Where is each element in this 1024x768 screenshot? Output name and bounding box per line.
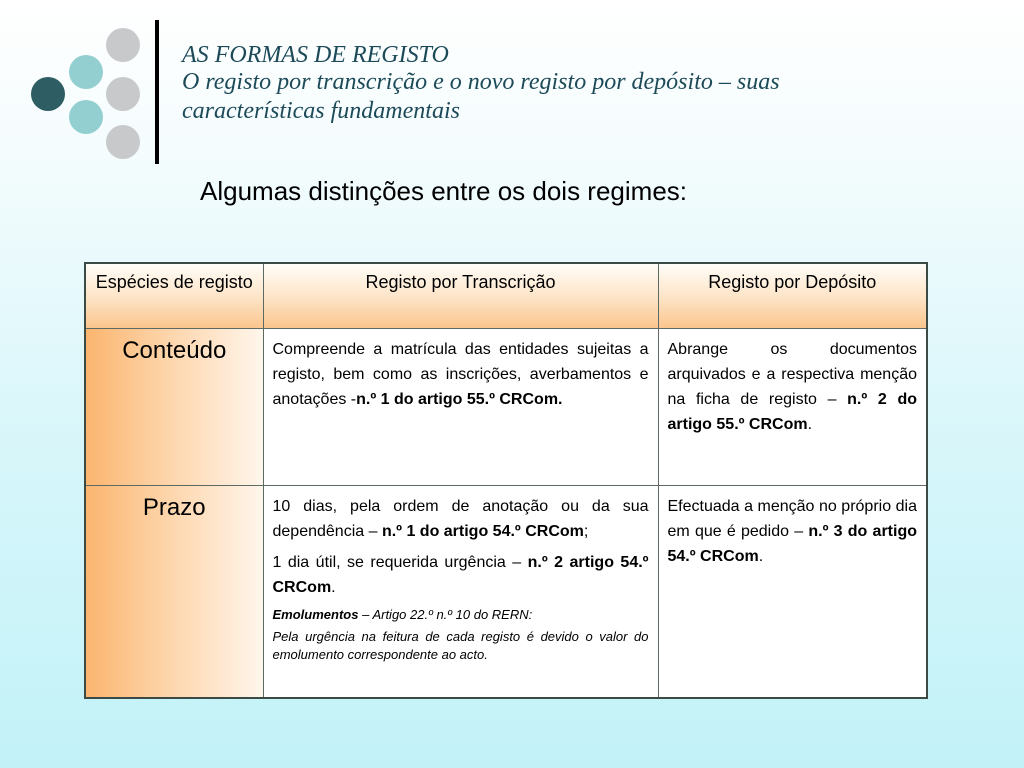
note-label: Emolumentos [272, 607, 359, 622]
decor-dot-teal [69, 55, 103, 89]
row-label-prazo: Prazo [85, 486, 263, 699]
decor-dot-gray [106, 125, 140, 159]
cell-legal-ref: n.º 3 do artigo 54.º CRCom [667, 523, 917, 565]
comparison-table [84, 262, 928, 699]
cell-conteudo-deposito [658, 329, 927, 486]
header-especies: Espécies de registo [85, 263, 263, 329]
vertical-divider [155, 20, 159, 164]
cell-text-end: . [758, 548, 764, 565]
cell-text-end: . [331, 579, 336, 596]
cell-text: 10 dias, pela ordem de anotação ou da sua dependência – [272, 498, 649, 540]
cell-text-end: ; [583, 523, 589, 540]
cell-conteudo-transcricao [263, 329, 658, 486]
cell-legal-ref: n.º 1 do artigo 54.º CRCom [381, 523, 584, 540]
note-text: – Artigo 22.º n.º 10 do RERN: [358, 607, 533, 622]
slide-title [182, 42, 1002, 126]
decor-dot-gray [106, 28, 140, 62]
subtitle: Algumas distinções entre os dois regimes: [200, 176, 688, 206]
cell-note [273, 606, 649, 624]
cell-text-end: . [807, 416, 813, 433]
decor-dot-dark [31, 77, 65, 111]
cell-legal-ref: n.º 2 artigo 54.º CRCom [272, 554, 649, 596]
table-row [85, 329, 927, 486]
cell-text: Compreende a matrícula das entidades sujeitas a registo, bem como as inscrições, averbamentos e anotações - [272, 341, 649, 408]
cell-text: Efectuada a menção no próprio dia em que é pedido – [667, 498, 917, 540]
cell-prazo-deposito [658, 486, 927, 699]
title-line-3: características fundamentais [182, 98, 460, 124]
cell-paragraph [273, 494, 649, 544]
decor-dot-teal [69, 100, 103, 134]
row-label-conteudo: Conteúdo [85, 329, 263, 486]
cell-legal-ref: n.º 2 do artigo 55.º CRCom [667, 391, 917, 433]
decor-dot-gray [106, 77, 140, 111]
header-transcricao: Registo por Transcrição [263, 263, 658, 329]
cell-text: Abrange os documentos arquivados e a respectiva menção na ficha de registo – [667, 341, 917, 408]
table-row [85, 486, 927, 699]
cell-legal-ref: n.º 1 do artigo 55.º CRCom. [356, 391, 563, 408]
header-deposito: Registo por Depósito [658, 263, 927, 329]
note-text: Pela urgência na feitura de cada registo é devido o valor do emolumento correspondente ao acto. [272, 629, 649, 662]
cell-prazo-transcricao [263, 486, 658, 699]
table-header-row [85, 263, 927, 329]
title-line-2: O registo por transcrição e o novo registo por depósito – suas [182, 69, 780, 95]
cell-text: 1 dia útil, se requerida urgência – [272, 554, 528, 571]
cell-paragraph [273, 550, 649, 600]
cell-note [273, 628, 649, 664]
title-line-1: AS FORMAS DE REGISTO [182, 42, 449, 68]
